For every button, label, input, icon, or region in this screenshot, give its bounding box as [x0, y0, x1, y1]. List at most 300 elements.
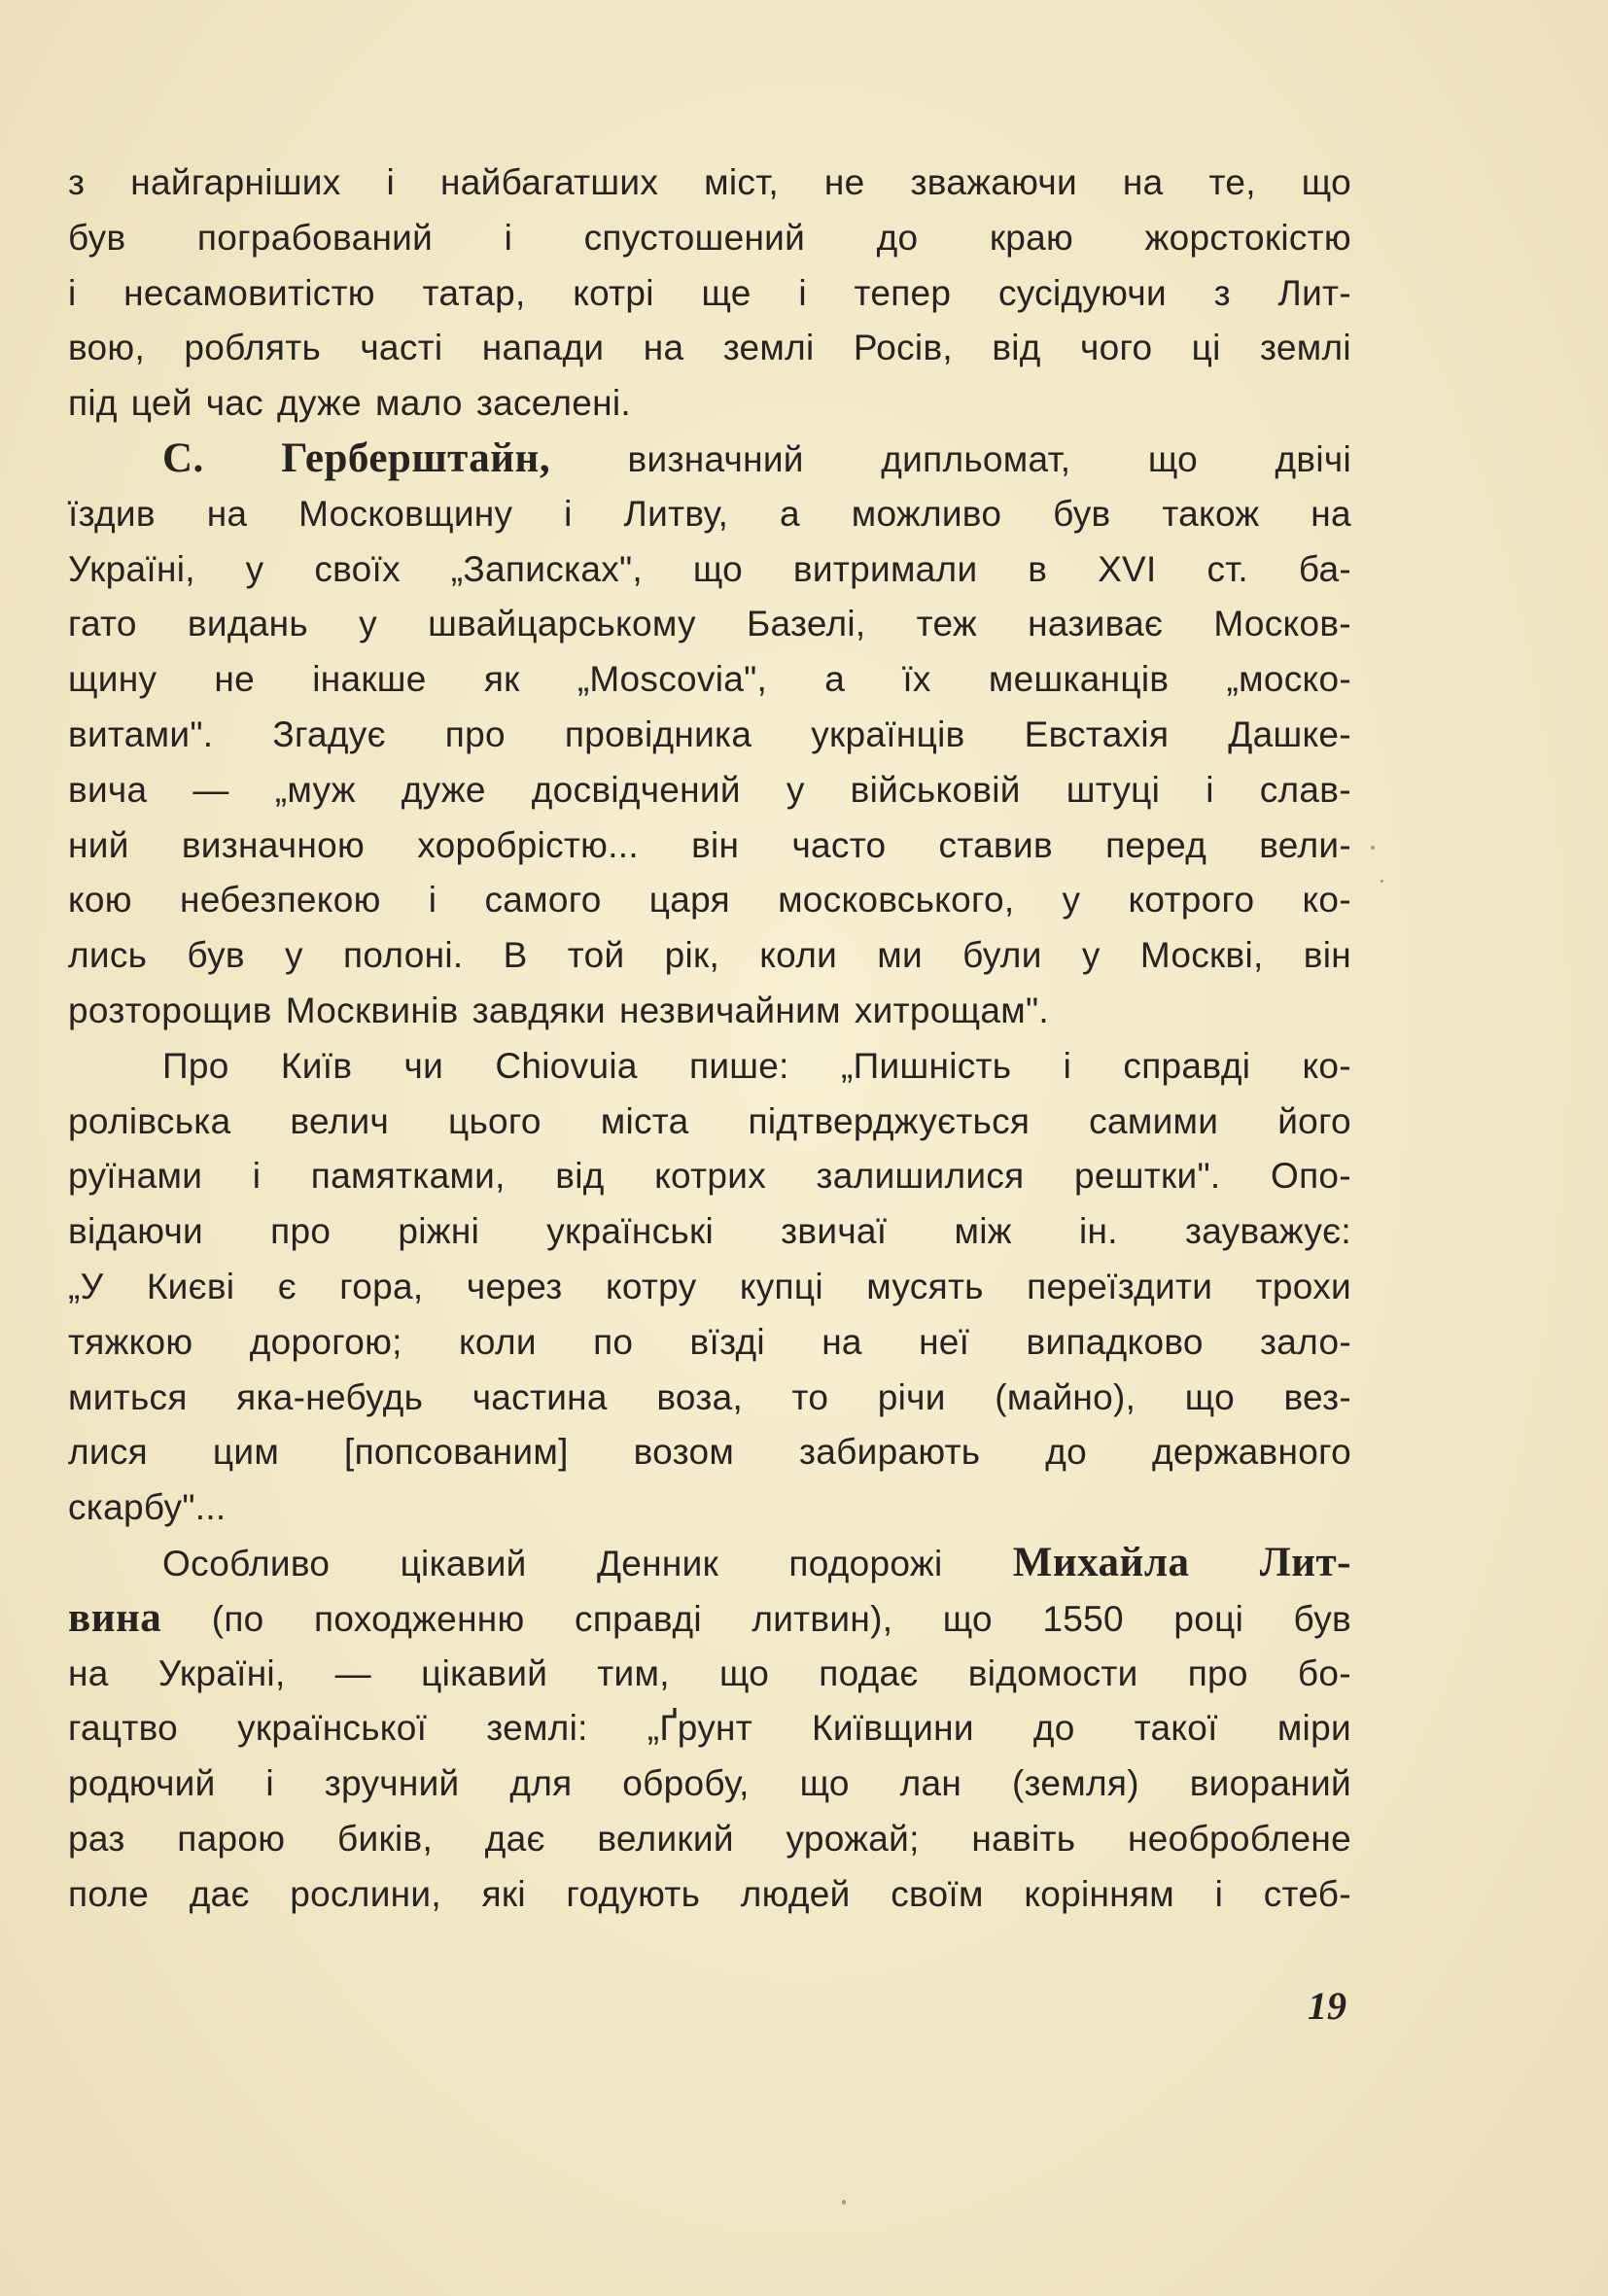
text-line — [68, 156, 1351, 211]
word: скарбу"... — [68, 1487, 227, 1528]
word: татар, — [422, 272, 526, 313]
word: жорстокістю — [1144, 217, 1351, 258]
word: що — [1184, 1376, 1235, 1417]
word: державного — [1151, 1432, 1351, 1473]
word: (земля) — [1011, 1763, 1139, 1804]
word: перед — [1105, 824, 1207, 865]
word: — — [192, 769, 229, 810]
word: своїх — [314, 548, 401, 589]
word: на — [643, 328, 684, 368]
word: те, — [1208, 162, 1256, 202]
word: відаючи — [68, 1211, 204, 1252]
word: справді — [1123, 1045, 1251, 1086]
word: справді — [575, 1598, 702, 1639]
word: а — [824, 659, 846, 700]
word: (майно), — [995, 1376, 1136, 1417]
word: визначний — [627, 438, 804, 479]
word: до — [1032, 1708, 1075, 1749]
word: самими — [1089, 1100, 1219, 1141]
word: ще — [701, 272, 752, 313]
word: „муж — [274, 769, 356, 810]
word: ний — [68, 824, 129, 865]
word: котру — [605, 1266, 697, 1306]
word: кою — [68, 880, 132, 921]
word: у — [285, 935, 303, 976]
paragraph — [68, 156, 1351, 432]
word: ба- — [1298, 548, 1351, 589]
word: їх — [902, 659, 931, 700]
word: — — [334, 1652, 371, 1693]
word: цікавий — [421, 1652, 548, 1693]
word: Про — [162, 1045, 229, 1086]
word: на — [821, 1321, 862, 1362]
word: походженню — [314, 1598, 525, 1639]
word: дуже — [401, 769, 486, 810]
word: заселені. — [475, 383, 632, 424]
word: московського, — [778, 880, 1015, 921]
paragraph — [68, 1039, 1351, 1536]
word: котрих — [654, 1156, 767, 1197]
word: ролівська — [68, 1100, 231, 1141]
word: своїм — [891, 1873, 984, 1914]
word: на — [68, 1652, 109, 1693]
word: Особливо — [162, 1543, 331, 1583]
word: визначною — [181, 824, 366, 865]
word: між — [954, 1211, 1012, 1252]
word: людей — [740, 1873, 851, 1914]
word: раз — [68, 1818, 125, 1859]
word: був — [68, 217, 126, 258]
word: „моско- — [1226, 659, 1351, 700]
word: великий — [597, 1818, 734, 1859]
word: котрого — [1128, 880, 1255, 921]
text-line — [68, 1371, 1351, 1426]
word: часті — [360, 328, 443, 368]
word: вина — [68, 1594, 162, 1641]
word: про — [1187, 1652, 1248, 1693]
word: С. — [162, 435, 204, 481]
word: найгарніших — [130, 162, 341, 202]
word: про — [444, 713, 506, 754]
word: рік, — [664, 935, 720, 976]
word: [попсованим] — [344, 1432, 569, 1473]
word: чи — [403, 1045, 444, 1086]
word: воза, — [656, 1376, 744, 1417]
word: велич — [290, 1100, 390, 1141]
word: Дашке- — [1228, 713, 1351, 754]
word: про — [270, 1211, 332, 1252]
word: дипльомат, — [881, 438, 1071, 479]
word: лися — [68, 1432, 148, 1473]
word: хоробрістю... — [417, 824, 639, 865]
word: парою — [177, 1818, 286, 1859]
word: Литву, — [623, 493, 729, 534]
word: українців — [811, 713, 965, 754]
word: дає — [189, 1873, 250, 1914]
word: забирають — [798, 1432, 981, 1473]
word: Києві — [146, 1266, 235, 1306]
word: не — [214, 659, 256, 700]
word: ми — [877, 935, 923, 976]
word: (по — [211, 1598, 264, 1639]
word: витами". — [68, 713, 214, 754]
word: напади — [481, 328, 605, 368]
word: що — [942, 1598, 993, 1639]
word: і — [428, 880, 437, 921]
word: міст, — [704, 162, 779, 202]
word: цим — [212, 1432, 280, 1473]
word: вою, — [68, 328, 146, 368]
word: на — [1122, 162, 1164, 202]
word: у — [1062, 880, 1081, 921]
word: землі — [1260, 328, 1351, 368]
word: цього — [447, 1100, 542, 1141]
word: у — [359, 604, 377, 644]
word: слав- — [1259, 769, 1351, 810]
word: звичаї — [781, 1211, 888, 1252]
text-line — [68, 1757, 1351, 1812]
word: інакше — [312, 659, 427, 700]
word: в — [1028, 548, 1048, 589]
word: частина — [472, 1376, 608, 1417]
word: його — [1277, 1100, 1351, 1141]
text-line — [68, 1867, 1351, 1923]
word: що — [1301, 162, 1351, 202]
word: виораний — [1189, 1763, 1351, 1804]
body-text — [68, 156, 1351, 1923]
word: двічі — [1275, 438, 1351, 479]
word: „Ґрунт — [647, 1708, 752, 1749]
word: рослини, — [290, 1873, 441, 1914]
text-line — [68, 652, 1351, 708]
word: Київщини — [812, 1708, 974, 1749]
word: зважаючи — [910, 162, 1077, 202]
word: що — [799, 1763, 850, 1804]
word: Опо- — [1270, 1156, 1351, 1197]
word: землі: — [486, 1708, 588, 1749]
paragraph — [68, 432, 1351, 1039]
word: випадково — [1026, 1321, 1204, 1362]
word: обробу, — [622, 1763, 750, 1804]
text-line — [68, 1204, 1351, 1260]
word: пограбований — [196, 217, 434, 258]
word: навіть — [971, 1818, 1076, 1859]
word: і — [68, 272, 77, 313]
word: як — [483, 659, 520, 700]
word: витримали — [792, 548, 978, 589]
word: з — [68, 162, 86, 202]
word: у — [245, 548, 264, 589]
word: купці — [739, 1266, 823, 1306]
word: на — [206, 493, 248, 534]
word: які — [481, 1873, 526, 1914]
word: до — [1045, 1432, 1088, 1473]
word: і — [1214, 1873, 1224, 1914]
word: у — [1081, 935, 1101, 976]
word: хитрощам". — [854, 990, 1049, 1030]
word: і — [504, 217, 513, 258]
word: Київ — [280, 1045, 353, 1086]
word: переїздити — [1027, 1266, 1213, 1306]
paragraph — [68, 1536, 1351, 1923]
word: їздив — [68, 493, 156, 534]
word: що — [1147, 438, 1199, 479]
word: вез- — [1283, 1376, 1351, 1417]
word: пише: — [689, 1045, 789, 1086]
word: годують — [566, 1873, 701, 1914]
word: швайцарському — [428, 604, 696, 644]
word: мешканців — [988, 659, 1170, 700]
word: урожай; — [786, 1818, 920, 1859]
word: тепер — [854, 272, 952, 313]
word: досвідчений — [531, 769, 741, 810]
word: Герберштайн, — [281, 435, 551, 481]
scan-speck — [842, 2200, 846, 2205]
word: сусідуючи — [997, 272, 1167, 313]
word: найбагатших — [440, 162, 659, 202]
word: Москов- — [1213, 604, 1351, 644]
word: землі — [722, 328, 815, 368]
word: вїзді — [689, 1321, 765, 1362]
word: дорогою; — [249, 1321, 402, 1362]
word: гора, — [339, 1266, 424, 1306]
text-line — [68, 763, 1351, 818]
word: бо- — [1297, 1652, 1351, 1693]
text-line — [68, 1095, 1351, 1150]
word: що — [718, 1652, 770, 1693]
word: тяжкою — [68, 1321, 193, 1362]
word: Евстахія — [1024, 713, 1170, 754]
word: і — [1206, 769, 1214, 810]
text-line — [68, 1812, 1351, 1867]
word: через — [466, 1266, 563, 1306]
text-line — [68, 1536, 1351, 1591]
word: то — [791, 1376, 829, 1417]
word: гацтво — [68, 1708, 179, 1749]
word: були — [962, 935, 1042, 976]
word: той — [567, 935, 625, 976]
text-line — [68, 984, 1351, 1039]
word: „У — [68, 1266, 104, 1306]
word: Москві, — [1139, 935, 1264, 976]
word: небезпекою — [179, 880, 381, 921]
word: і — [798, 272, 807, 313]
word: подає — [819, 1652, 919, 1693]
word: ко- — [1302, 1045, 1351, 1086]
word: був — [1053, 493, 1111, 534]
word: коли — [759, 935, 838, 976]
word: Лит- — [1277, 272, 1351, 313]
word: часто — [791, 824, 887, 865]
word: і — [564, 493, 573, 534]
word: від — [992, 328, 1041, 368]
word: стеб- — [1263, 1873, 1351, 1914]
word: необроблене — [1128, 1818, 1351, 1859]
word: зручний — [324, 1763, 460, 1804]
word: незвичайним — [618, 990, 841, 1030]
text-line — [68, 1039, 1351, 1095]
word: ст. — [1206, 548, 1248, 589]
text-line — [68, 1149, 1351, 1204]
word: провідника — [564, 713, 752, 754]
word: корінням — [1024, 1873, 1175, 1914]
word: від — [555, 1156, 605, 1197]
word: міста — [600, 1100, 689, 1141]
word: родючий — [68, 1763, 216, 1804]
text-line — [68, 1315, 1351, 1371]
word: ставив — [938, 824, 1053, 865]
word: руїнами — [68, 1156, 203, 1197]
word: Михайла — [1012, 1539, 1190, 1585]
text-line — [68, 1425, 1351, 1480]
word: і — [1063, 1045, 1072, 1086]
word: Москвинів — [285, 990, 459, 1030]
word: вича — [68, 769, 148, 810]
text-line — [68, 928, 1351, 984]
word: ін. — [1078, 1211, 1118, 1252]
word: називає — [1028, 604, 1164, 644]
word: дуже — [276, 383, 362, 424]
word: ці — [1191, 328, 1221, 368]
word: возом — [633, 1432, 735, 1473]
text-line — [68, 873, 1351, 928]
word: році — [1173, 1598, 1244, 1639]
word: яка-небудь — [236, 1376, 424, 1417]
word: видань — [187, 604, 308, 644]
word: самого — [484, 880, 602, 921]
word: штуці — [1066, 769, 1161, 810]
scan-speck — [1381, 880, 1383, 883]
word: „Пишність — [841, 1045, 1012, 1086]
word: по — [593, 1321, 634, 1362]
text-line — [68, 432, 1351, 487]
word: „Moscovia", — [577, 659, 768, 700]
word: був — [187, 935, 245, 976]
word: полоні. — [343, 935, 464, 976]
word: є — [277, 1266, 297, 1306]
word: поле — [68, 1873, 150, 1914]
word: підтверджується — [748, 1100, 1031, 1141]
text-line — [68, 376, 1351, 432]
text-line — [68, 487, 1351, 542]
word: Україні, — [68, 548, 195, 589]
text-line — [68, 1591, 1351, 1647]
word: XVI — [1098, 548, 1157, 589]
word: що — [692, 548, 744, 589]
word: для — [509, 1763, 573, 1804]
page-number: 19 — [1308, 1984, 1346, 2028]
word: Росів, — [853, 328, 953, 368]
word: відомости — [967, 1652, 1138, 1693]
word: був — [1293, 1598, 1351, 1639]
text-line — [68, 818, 1351, 874]
word: мусять — [866, 1266, 984, 1306]
word: спустошений — [583, 217, 806, 258]
scan-speck — [1371, 846, 1375, 850]
word: час — [205, 383, 263, 424]
text-line — [68, 1480, 1351, 1536]
word: до — [876, 217, 919, 258]
text-line — [68, 1260, 1351, 1315]
word: лись — [68, 935, 148, 976]
word: українські — [546, 1211, 714, 1252]
word: В — [503, 935, 528, 976]
word: ріжні — [398, 1211, 480, 1252]
text-line — [68, 266, 1351, 322]
word: залишилися — [816, 1156, 1025, 1197]
word: тим, — [597, 1652, 670, 1693]
word: чого — [1080, 328, 1153, 368]
word: Згадує — [272, 713, 386, 754]
word: української — [237, 1708, 428, 1749]
word: гато — [68, 604, 137, 644]
word: цікавий — [400, 1543, 527, 1583]
word: він — [1303, 935, 1351, 976]
word: у — [786, 769, 805, 810]
text-line — [68, 708, 1351, 763]
word: трохи — [1255, 1266, 1351, 1306]
word: миться — [68, 1376, 188, 1417]
word: не — [823, 162, 865, 202]
text-line — [68, 1647, 1351, 1702]
word: військовій — [850, 769, 1021, 810]
word: рештки". — [1074, 1156, 1221, 1197]
word: краю — [989, 217, 1074, 258]
text-line — [68, 542, 1351, 598]
word: з — [1213, 272, 1231, 313]
word: коли — [458, 1321, 537, 1362]
word: і — [386, 162, 396, 202]
word: памятками, — [310, 1156, 506, 1197]
word: Лит- — [1259, 1539, 1351, 1585]
text-line — [68, 321, 1351, 376]
word: мало — [375, 383, 463, 424]
word: теж — [916, 604, 977, 644]
word: 1550 — [1042, 1598, 1124, 1639]
word: під — [68, 383, 118, 424]
word: подорожі — [788, 1543, 943, 1583]
word: Денник — [596, 1543, 719, 1583]
word: розторощив — [68, 990, 272, 1030]
word: а — [779, 493, 800, 534]
word: на — [1311, 493, 1351, 534]
word: також — [1162, 493, 1260, 534]
text-line — [68, 211, 1351, 266]
word: котрі — [573, 272, 654, 313]
word: можливо — [851, 493, 1002, 534]
word: „Записках", — [450, 548, 644, 589]
word: вели- — [1259, 824, 1351, 865]
word: він — [691, 824, 740, 865]
word: литвин), — [752, 1598, 893, 1639]
word: неї — [919, 1321, 970, 1362]
word: цей — [130, 383, 192, 424]
word: завдяки — [472, 990, 606, 1030]
word: і — [265, 1763, 274, 1804]
word: ко- — [1302, 880, 1351, 921]
word: такої — [1134, 1708, 1218, 1749]
word: зало- — [1260, 1321, 1351, 1362]
word: Chiovuia — [495, 1045, 638, 1086]
text-line — [68, 1701, 1351, 1757]
word: річи — [877, 1376, 946, 1417]
word: Московщину — [298, 493, 513, 534]
word: міри — [1276, 1708, 1351, 1749]
word: зауважує: — [1184, 1211, 1351, 1252]
word: роблять — [184, 328, 322, 368]
word: лан — [899, 1763, 962, 1804]
word: і — [252, 1156, 262, 1197]
